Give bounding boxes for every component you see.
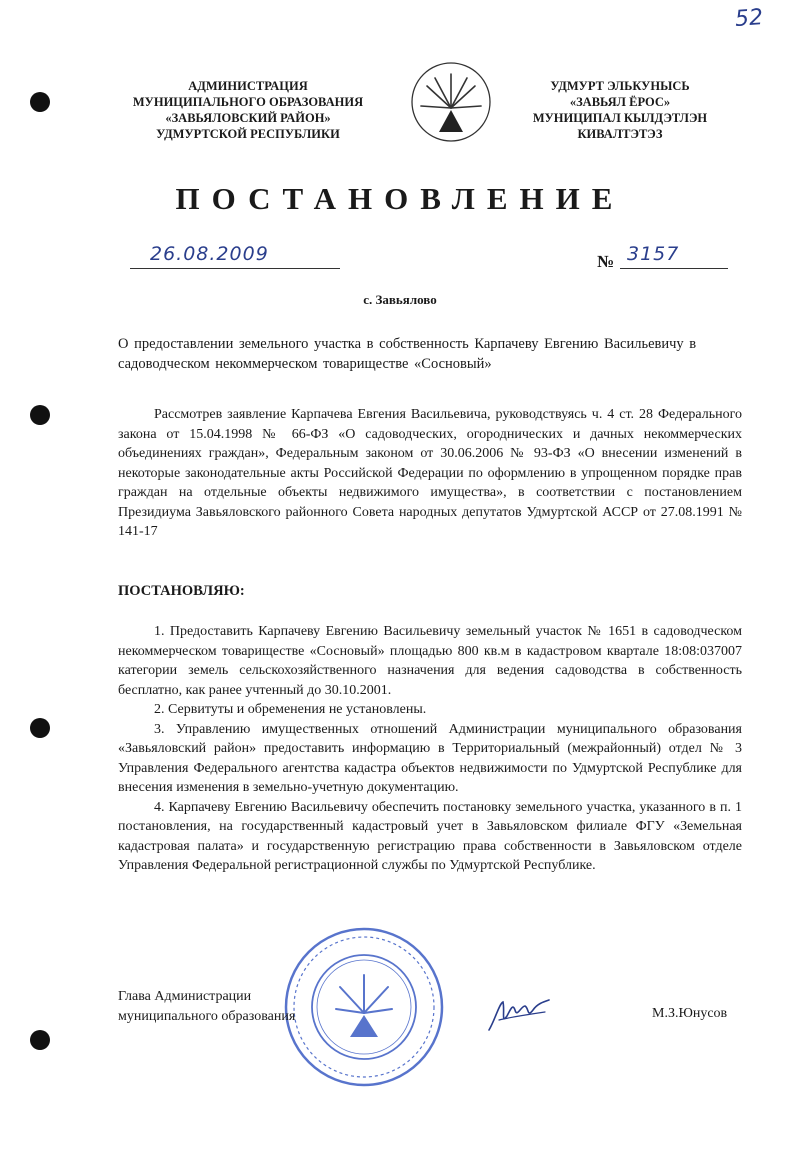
- preamble-text: Рассмотрев заявление Карпачева Евгения Васильевича, руководствуясь ч. 4 ст. 28 Федерального закона от 15.04.1998 № 66-ФЗ «О садоводческих, огороднических и дачных некоммерческих объединениях граждан», Федеральным законом от 30.06.2006 № 93-ФЗ «О внесении изменений в некоторые законодательные акты Российской Федерации по оформлению в упрощенном порядке прав граждан на отдельные объекты недвижимого имущества», в соответствии с постановлением Президиума Завьяловского районного Совета народных депутатов Удмуртской АССР от 27.08.1991 № 141-17: [118, 407, 742, 539]
- signatory-position: [118, 987, 295, 1027]
- number-label: №: [597, 252, 615, 271]
- punch-hole: [30, 405, 50, 425]
- header-right-line: МУНИЦИПАЛ КЫЛДЭТЛЭН: [532, 111, 708, 125]
- document-number: 3157: [627, 243, 680, 265]
- header-right-line: УДМУРТ ЭЛЬКУНЫСЬ: [550, 79, 690, 93]
- header-left-line: МУНИЦИПАЛЬНОГО ОБРАЗОВАНИЯ: [132, 95, 364, 109]
- resolution-item: 1. Предоставить Карпачеву Евгению Васильевичу земельный участок № 1651 в садоводческом некоммерческом товариществе «Сосновый» площадью 800 кв.м в кадастровом квартале 18:08:037007 категории земель сельскохозяйственного назначения для ведения садоводства в собственность бесплатно, как ранее учтенный до 30.10.2001.: [118, 624, 742, 698]
- punch-hole: [30, 92, 50, 112]
- place-of-issue: с. Завьялово: [363, 292, 437, 307]
- resolution-item: 2. Сервитуты и обременения не установлены.: [154, 702, 427, 717]
- resolve-heading: ПОСТАНОВЛЯЮ:: [118, 583, 245, 599]
- header-right-line: «ЗАВЬЯЛ ЁРОС»: [569, 95, 671, 109]
- header-left-line: «ЗАВЬЯЛОВСКИЙ РАЙОН»: [165, 111, 331, 125]
- header-left-line: УДМУРТСКОЙ РЕСПУБЛИКИ: [156, 127, 340, 141]
- emblem-logo: [409, 60, 493, 144]
- resolution-item: 4. Карпачеву Евгению Васильевичу обеспечить постановку земельного участка, указанного в п. 1 постановления, на государственный кадастровый учет в Завьяловском филиале ФГУ «Земельная кадастровая палата» и государственную регистрацию права собственности в Завьяловском отделе Управления Федеральной регистрационной службы по Удмуртской Республике.: [118, 799, 742, 873]
- number-underline: [620, 268, 728, 269]
- signatory-name: М.З.Юнусов: [652, 1006, 728, 1021]
- date-underline: [130, 268, 340, 269]
- document-subject: О предоставлении земельного участка в собственность Карпачеву Евгению Васильевичу в садоводческом некоммерческом товариществе «Сосновый»: [118, 336, 697, 372]
- header-right: [520, 78, 720, 142]
- header-left-line: АДМИНИСТРАЦИЯ: [188, 79, 308, 93]
- handwritten-signature: [485, 990, 555, 1038]
- resolution-items: [118, 622, 742, 876]
- page-number: 52: [734, 5, 764, 32]
- preamble: [118, 405, 742, 542]
- header-right-line: КИВАЛТЭТЭЗ: [577, 127, 663, 141]
- signatory-position-line: Глава Администрации: [118, 989, 252, 1004]
- document-date: 26.08.2009: [150, 243, 269, 265]
- punch-hole: [30, 1030, 50, 1050]
- signatory-position-line: муниципального образования: [118, 1009, 296, 1024]
- document-title: ПОСТАНОВЛЕНИЕ: [175, 181, 625, 216]
- header-left: [118, 78, 378, 142]
- punch-hole: [30, 718, 50, 738]
- official-stamp: [282, 925, 446, 1089]
- resolution-item: 3. Управлению имущественных отношений Администрации муниципального образования «Завьяловский район» предоставить информацию в Территориальный (межрайонный) отдел № 3 Управления Федерального агентства кадастра объектов недвижимости по Удмуртской Республике для внесения изменения в земельно-учетную документацию.: [118, 721, 742, 795]
